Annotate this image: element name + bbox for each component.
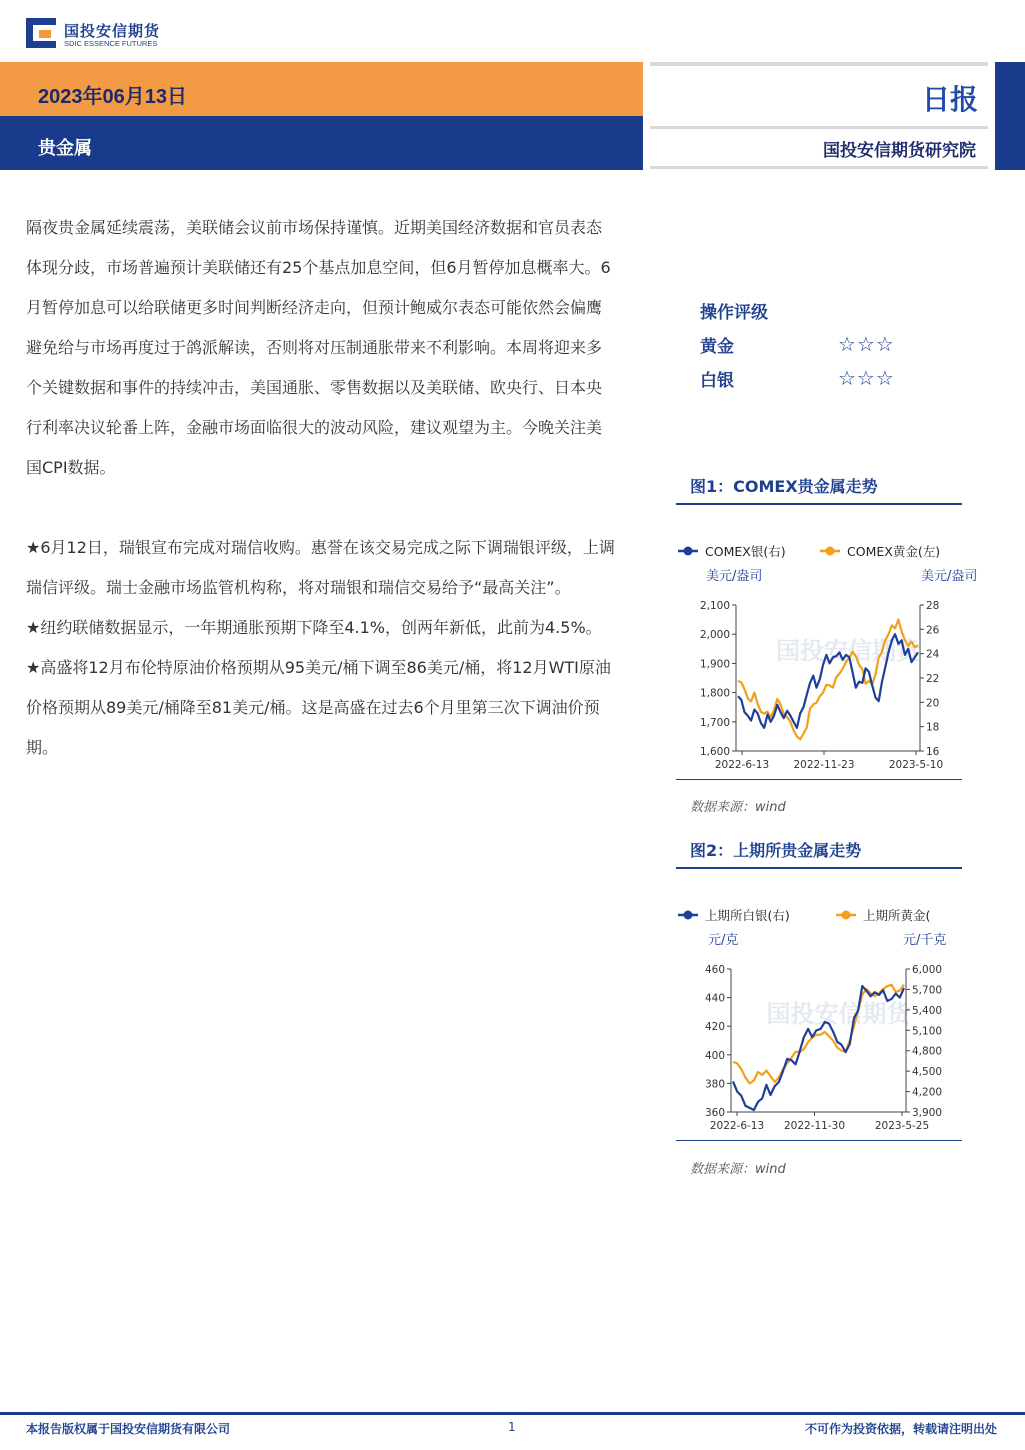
figure-1-title: 图1：COMEX贵金属走势 (690, 477, 878, 496)
left-tick-label: 1,800 (699, 687, 730, 700)
right-tick-label: 5,400 (912, 1004, 943, 1017)
footer-disclaimer: 不可作为投资依据，转载请注明出处 (804, 1422, 997, 1436)
figure-1-top-rule (676, 503, 962, 505)
right-tick-label: 5,100 (912, 1025, 943, 1038)
right-tick-label: 20 (926, 697, 940, 710)
right-tick-label: 3,900 (912, 1107, 943, 1119)
rating-name: 黄金 (700, 337, 734, 357)
legend-marker-silver (684, 911, 693, 920)
report-body (26, 208, 616, 768)
x-tick-label: 2022-6-13 (709, 1120, 765, 1132)
page-number: 1 (508, 1420, 516, 1434)
logo-name-en: SDIC ESSENCE FUTURES (64, 39, 158, 48)
left-tick-label: 420 (704, 1021, 725, 1034)
left-tick-label: 2,100 (699, 600, 730, 612)
header-divider (650, 62, 988, 66)
commentary-paragraph: 隔夜贵金属延续震荡，美联储会议前市场保持谨慎。近期美国经济数据和官员表态体现分歧，市场普遍预计美联储还有25个基点加息空间，但6月暂停加息概率大。6月暂停加息可以给联储更多时间判断经济走向，但预计鲍威尔表态可能依然会偏鹰避免给与市场再度过于鸽派解读，否则将对压制通胀带来不利影响。本周将迎来多个关键数据和事件的持续冲击，美国通胀、零售数据以及美联储、欧央行、日本央行利率决议轮番上阵，金融市场面临很大的波动风险，建议观望为主。今晚关注美国CPI数据。 (26, 218, 611, 477)
right-axis-unit: 元/千克 (903, 933, 947, 948)
legend-label-gold: 上期所黄金( (863, 908, 931, 923)
left-tick-label: 1,700 (699, 716, 730, 729)
header-divider (650, 126, 988, 129)
figure-2-source: 数据来源：wind (690, 1162, 786, 1177)
news-item: ★纽约联储数据显示，一年期通胀预期下降至4.1%，创两年新低，此前为4.5%。 (26, 618, 602, 637)
report-type: 日报 (921, 83, 978, 116)
figure-2-chart (676, 900, 962, 1141)
legend-marker-silver (684, 547, 693, 556)
x-tick-label: 2022-6-13 (714, 759, 770, 771)
operation-rating (700, 298, 930, 400)
legend-marker-gold (826, 547, 835, 556)
rating-stars: ☆☆☆ (838, 332, 895, 356)
rating-row-silver (700, 366, 930, 400)
left-tick-label: 380 (704, 1078, 725, 1091)
left-tick-label: 360 (704, 1107, 725, 1119)
figure-2-bottom-rule (676, 1140, 962, 1141)
footer-rule (0, 1412, 1025, 1415)
header-band-blue (0, 116, 643, 170)
institute-name: 国投安信期货研究院 (823, 141, 976, 161)
left-tick-label: 460 (704, 964, 725, 976)
legend-marker-gold (842, 911, 851, 920)
figure-2-title: 图2：上期所贵金属走势 (690, 841, 862, 860)
logo-mark-icon (26, 18, 56, 48)
figure-1-bottom-rule (676, 779, 962, 780)
footer-copyright: 本报告版权属于国投安信期货有限公司 (26, 1422, 231, 1436)
watermark: 国投安信期货 (766, 999, 911, 1028)
right-tick-label: 26 (926, 624, 940, 637)
right-axis-unit: 美元/盎司 (921, 569, 978, 584)
legend-label-silver: COMEX银(右) (705, 544, 786, 559)
logo-name-cn: 国投安信期货 (64, 22, 161, 40)
right-tick-label: 22 (926, 673, 940, 685)
right-tick-label: 24 (926, 648, 940, 661)
figure-1-chart (676, 536, 978, 780)
report-section: 贵金属 (38, 138, 92, 159)
right-tick-label: 4,800 (912, 1045, 943, 1058)
left-tick-label: 2,000 (699, 629, 730, 642)
right-tick-label: 6,000 (912, 964, 943, 976)
news-item: ★高盛将12月布伦特原油价格预期从95美元/桶下调至86美元/桶，将12月WTI原油价格预期从89美元/桶降至81美元/桶。这是高盛在过去6个月里第三次下调油价预期。 (26, 658, 611, 757)
watermark: 国投安信期货 (776, 637, 920, 666)
rating-name: 白银 (700, 371, 734, 391)
figure-1-source: 数据来源：wind (690, 800, 786, 815)
left-tick-label: 1,900 (699, 658, 730, 671)
report-date: 2023年06月13日 (38, 86, 187, 108)
legend-label-silver: 上期所白银(右) (705, 908, 790, 923)
x-tick-label: 2022-11-30 (783, 1120, 846, 1132)
x-tick-label: 2023-5-10 (888, 759, 944, 771)
rating-title: 操作评级 (700, 303, 768, 323)
x-tick-label: 2023-5-25 (874, 1120, 930, 1132)
left-axis-unit: 元/克 (708, 933, 739, 948)
right-tick-label: 18 (926, 721, 940, 734)
news-item: ★6月12日，瑞银宣布完成对瑞信收购。惠誉在该交易完成之际下调瑞银评级，上调瑞信评级。瑞士金融市场监管机构称，将对瑞银和瑞信交易给予“最高关注”。 (26, 538, 615, 597)
x-tick-label: 2022-11-23 (793, 759, 855, 771)
header-divider (650, 166, 988, 169)
right-tick-label: 5,700 (912, 984, 943, 997)
right-tick-label: 4,200 (912, 1086, 943, 1099)
rating-row-gold (700, 332, 930, 366)
left-tick-label: 400 (704, 1049, 725, 1062)
figure-2-top-rule (676, 867, 962, 869)
right-tick-label: 28 (926, 600, 940, 612)
legend-label-gold: COMEX黄金(左) (847, 544, 941, 559)
left-tick-label: 440 (704, 992, 725, 1005)
rating-stars: ☆☆☆ (838, 366, 895, 390)
right-tick-label: 16 (926, 746, 940, 758)
left-tick-label: 1,600 (699, 746, 730, 758)
header-edge-block (995, 62, 1025, 170)
company-logo (26, 18, 206, 54)
left-axis-unit: 美元/盎司 (706, 569, 763, 584)
right-tick-label: 4,500 (912, 1066, 943, 1079)
